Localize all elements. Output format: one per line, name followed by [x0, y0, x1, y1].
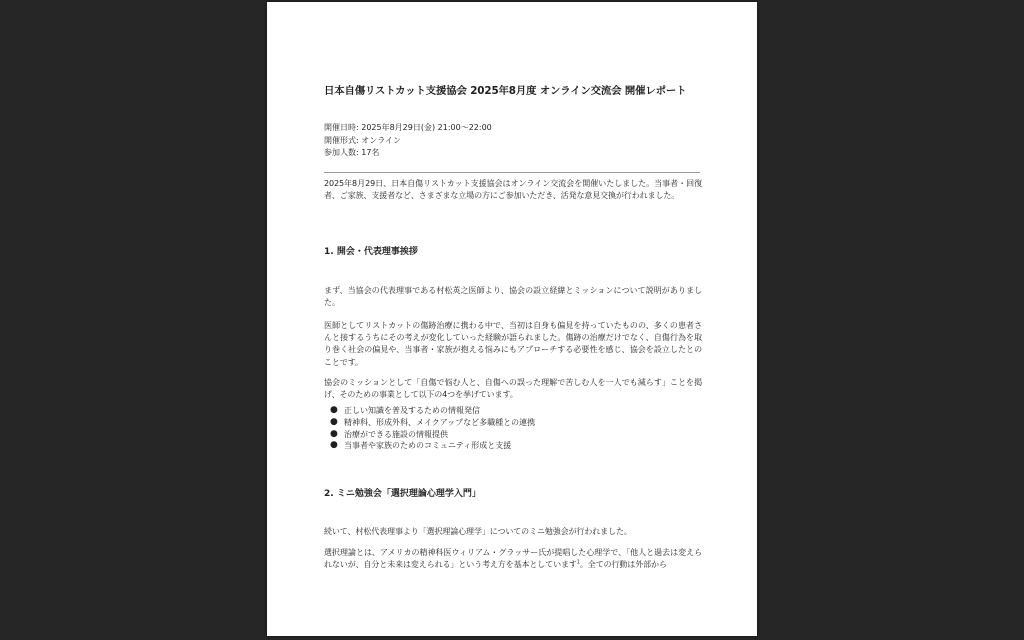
list-item: ● 治療ができる施設の情報提供 [330, 428, 448, 439]
list-item: ● 精神科、形成外科、メイクアップなど多職種との連携 [330, 416, 536, 427]
document-title: 日本自傷リストカット支援協会 2025年8月度 オンライン交流会 開催レポート [324, 85, 687, 97]
event-meta [324, 122, 492, 160]
footnote-marker[interactable]: 1 [576, 559, 580, 566]
section-2-heading: 2. ミニ勉強会「選択理論心理学入門」 [324, 489, 481, 499]
bullet-icon: ● [330, 440, 338, 451]
meta-format: 開催形式: オンライン [324, 135, 401, 145]
divider [324, 172, 700, 173]
list-item: ● 当事者や家族のためのコミュニティ形成と支援 [330, 440, 512, 451]
bullet-icon: ● [330, 405, 338, 415]
bullet-icon: ● [330, 416, 338, 427]
bullet-icon: ● [330, 428, 338, 439]
mission-bullet-list [330, 405, 535, 452]
section-1-paragraph-2: 医師としてリストカットの傷跡治療に携わる中で、当初は自身も偏見を持っていたものの、多くの患者さんと接するうちにその考えが変化していった経験が語られました。傷跡の治療だけでなく、自傷行為を取り巻く社会の偏見や、当事者・家族が抱える悩みにもアプローチする必要性を感じ、協会を設立したとのことです。 [324, 321, 702, 367]
meta-participants: 参加人数: 17名 [324, 148, 380, 157]
section-1-heading: 1. 開会・代表理事挨拶 [324, 247, 418, 257]
list-item: ● 正しい知識を普及するための情報発信 [330, 405, 480, 415]
document-page [267, 2, 757, 636]
section-2-paragraph-2: 選択理論とは、アメリカの精神科医ウィリアム・グラッサー氏が提唱した心理学で、「他人と過去は変えられないが、自分と未来は変えられる」という考え方を基本としています$^1$。全ての行動は外部から [324, 548, 702, 570]
section-1-paragraph-3: 協会のミッションとして「自傷で悩む人と、自傷への誤った理解で苦しむ人を一人でも減らす」ことを掲げ、そのための事業として以下の4つを挙げています。 [324, 378, 702, 400]
section-2-paragraph-1: 続いて、村松代表理事より「選択理論心理学」についてのミニ勉強会が行われました。 [324, 527, 632, 536]
meta-datetime: 開催日時: 2025年8月29日(金) 21:00〜22:00 [324, 123, 492, 132]
intro-paragraph: 2025年8月29日、日本自傷リストカット支援協会はオンライン交流会を開催いたしました。当事者・回復者、ご家族、支援者など、さまざまな立場の方にご参加いただき、活発な意見交換が行われました。 [324, 179, 702, 201]
section-1-paragraph-1: まず、当協会の代表理事である村松英之医師より、協会の設立経緯とミッションについて説明がありました。 [324, 286, 702, 308]
